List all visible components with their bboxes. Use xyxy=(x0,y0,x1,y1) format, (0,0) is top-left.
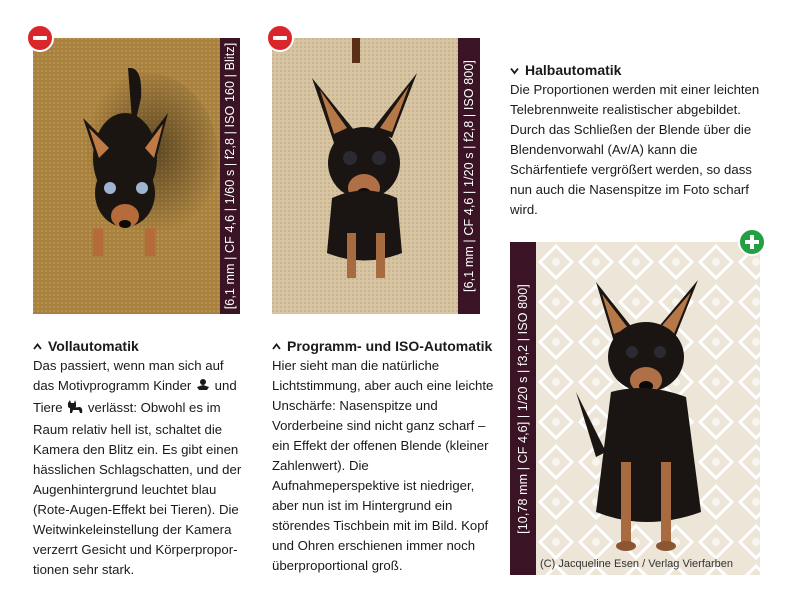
heading-text: Vollautomatik xyxy=(48,338,139,354)
body-text xyxy=(33,356,248,580)
minus-icon xyxy=(26,24,54,52)
photo-info-strip xyxy=(510,242,536,575)
section-heading xyxy=(510,60,762,80)
section-programm-iso xyxy=(272,336,494,576)
section-heading xyxy=(33,336,248,356)
section-heading xyxy=(272,336,494,356)
photo-info-strip xyxy=(220,38,240,314)
text-part: Das passiert, wenn man sich auf das Motivprogramm Kinder xyxy=(33,358,224,393)
text-part: verlässt: Obwohl es im Raum relativ hell ist, schaltet die Kamera den Blitz ein. Es gibt einen hässlichen Schlagschatten, und der Augenhintergrund leuchtet blau (Rote-Augen-Effekt bei Tieren). Die Weitwinkeleinstellung der Kamera verzerrt Gesicht und Körperproportionen sehr stark. xyxy=(33,400,242,577)
exif-text: [10,78 mm | CF 4,6] | 1/20 s | f3,2 | ISO 800] xyxy=(516,283,530,534)
photo-credit: (C) Jacqueline Esen / Verlag Vierfarben xyxy=(540,558,734,570)
photo-info-strip xyxy=(458,38,480,314)
heading-text: Halbautomatik xyxy=(525,62,622,78)
text-part: und Tiere xyxy=(33,378,237,415)
child-icon xyxy=(195,378,211,398)
plus-icon xyxy=(738,228,766,256)
photo-natural-light-dog xyxy=(272,38,458,314)
photo-semi-auto-dog xyxy=(536,242,760,575)
heading-text: Programm- und ISO-Automatik xyxy=(287,338,493,354)
body-text: Hier sieht man die natürliche Lichtstimmung, aber auch eine leichte Unschärfe: Nasenspitze und Vorderbeine sind nicht ganz scharf – ein Effekt der offenen Blende (kleiner Zahlenwert). Die Aufnahmeperspektive ist niedriger, aber nun ist im Hintergrund ein störendes Tischbein mit im Bild. Kopf und Ohren erschienen immer noch überproportional groß. xyxy=(272,358,494,573)
section-vollautomatik xyxy=(33,336,248,580)
photo-flash-dog xyxy=(33,38,220,314)
body-text: Die Proportionen werden mit einer leichten Telebrennweite realistischer abgebildet. Durch das Schließen der Blende über die Blendenvorwahl (Av/A) kann die Schärfentiefe vergrößert werden, so dass nun auch die Nasenspitze im Foto scharf wird. xyxy=(510,82,760,217)
exif-text: [6,1 mm | CF 4,6 | 1/60 s | f2,8 | ISO 160 | Blitz] xyxy=(223,42,237,310)
chevron-up-icon xyxy=(33,342,41,350)
exif-text: [6,1 mm | CF 4,6 | 1/20 s | f2,8 | ISO 800] xyxy=(462,60,476,292)
cat-icon xyxy=(66,400,84,420)
section-halbautomatik xyxy=(510,60,762,220)
chevron-down-icon xyxy=(510,66,518,74)
minus-icon xyxy=(266,24,294,52)
chevron-up-icon xyxy=(272,342,280,350)
